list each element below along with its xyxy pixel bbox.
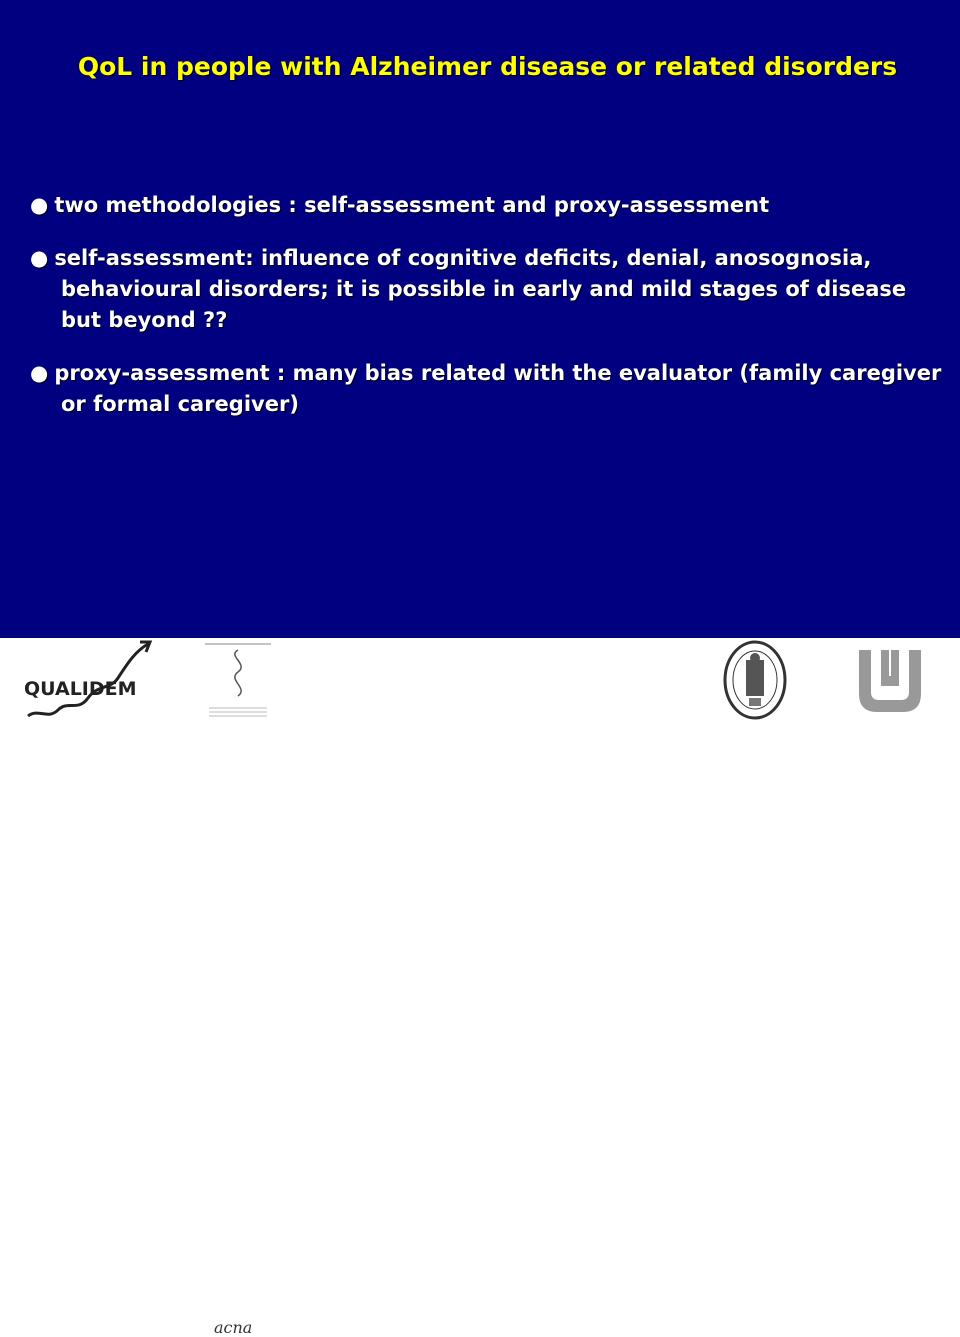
logo-footer xyxy=(0,638,960,1337)
slide-title: QoL in people with Alzheimer disease or related disorders xyxy=(77,52,898,81)
university-seal-logo xyxy=(722,640,788,720)
bullet-text: proxy-assessment : many bias related with the evaluator (family caregiver or formal caregiver) xyxy=(54,361,942,416)
bullet-item xyxy=(30,243,945,336)
bullet-item xyxy=(30,358,945,420)
slide-body xyxy=(0,0,960,638)
bullet-list xyxy=(30,190,945,442)
bullet-text: two methodologies : self-assessment and proxy-assessment xyxy=(54,193,770,217)
bullet-item xyxy=(30,190,945,221)
bullet-dot-icon: ● xyxy=(30,193,49,217)
qualidem-wordmark: QUALIDEM xyxy=(24,678,137,700)
bullet-dot-icon: ● xyxy=(30,246,49,270)
bullet-dot-icon: ● xyxy=(30,361,49,385)
acna-logo xyxy=(205,642,271,720)
acna-wordmark: acna xyxy=(214,1318,253,1337)
ug-logo xyxy=(855,644,925,716)
bullet-text: self-assessment: influence of cognitive deficits, denial, anosognosia, behavioural disorders; it is possible in early and mild stages of disease but beyond ?? xyxy=(54,246,907,332)
